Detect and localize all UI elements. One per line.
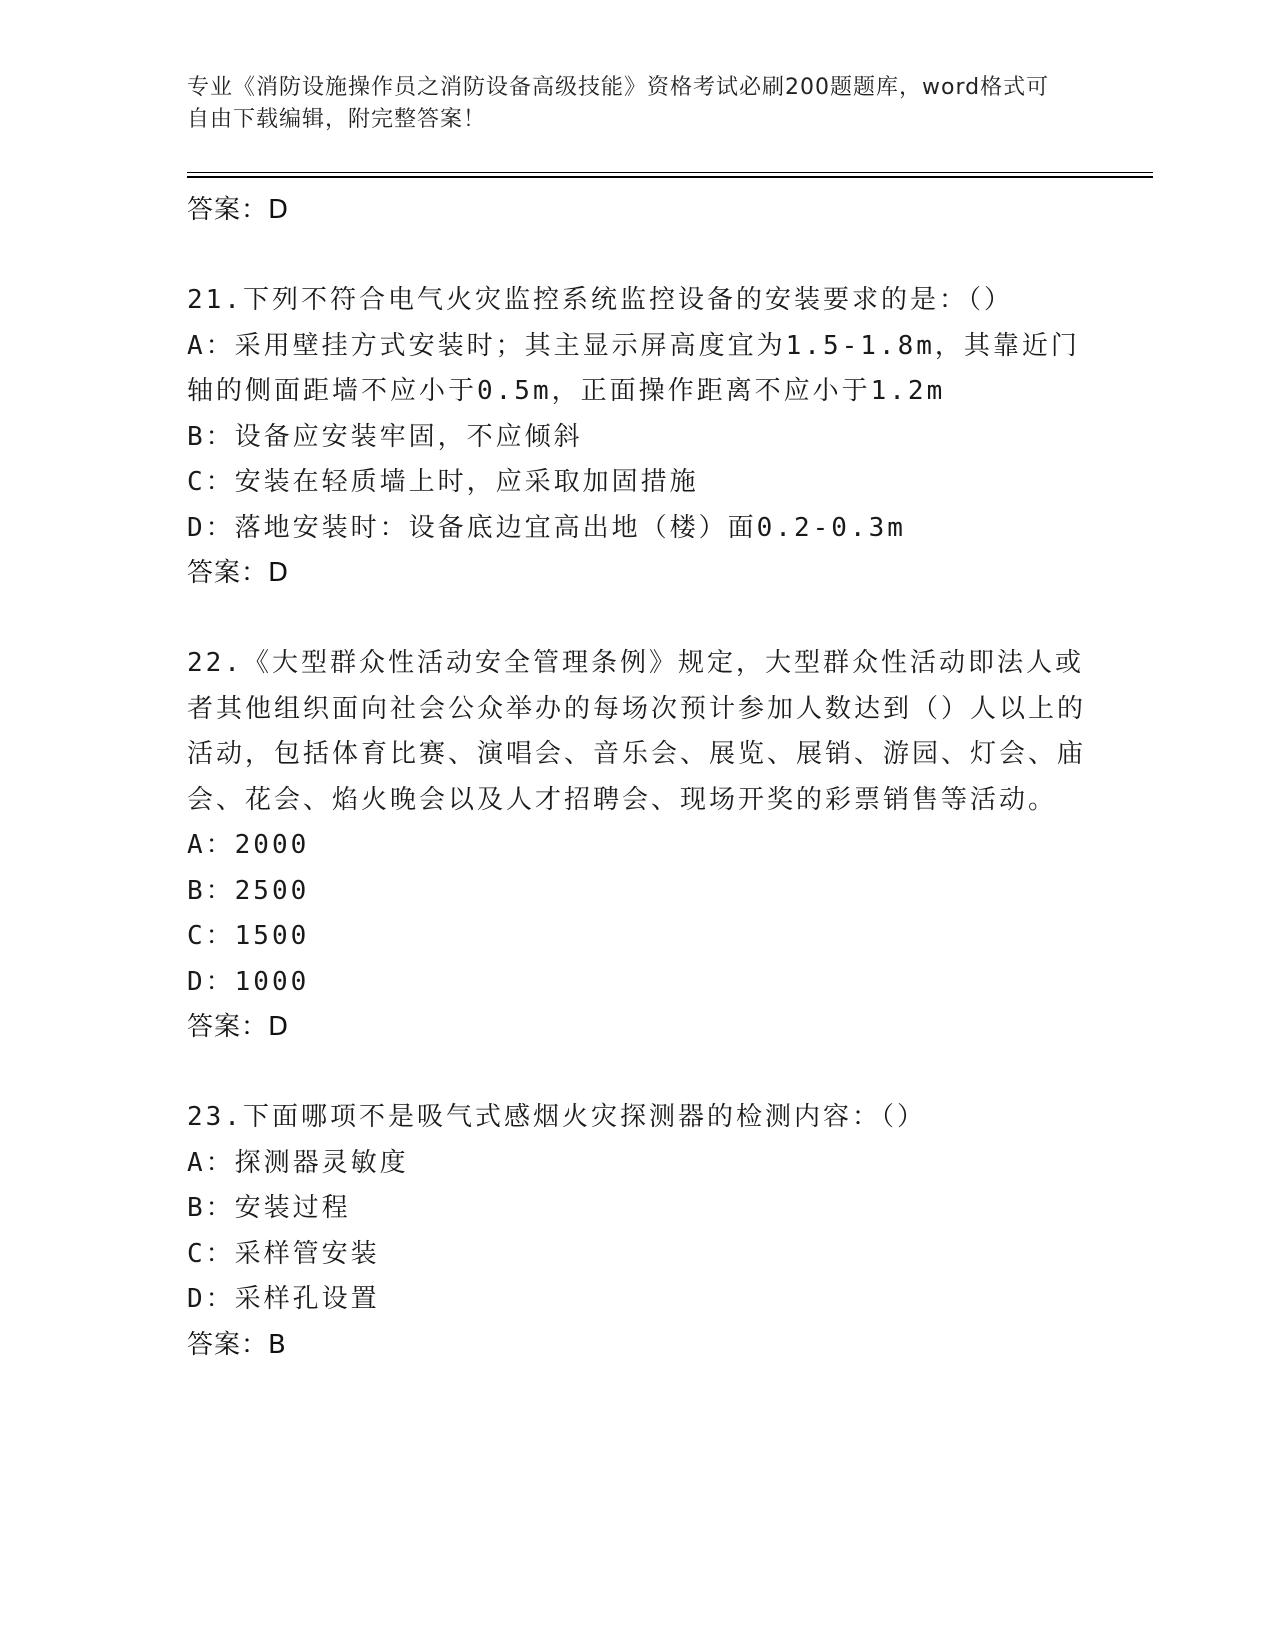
option-text: 安装在轻质墙上时，应采取加固措施: [234, 467, 699, 497]
answer-prefix: 答案：: [187, 1329, 269, 1360]
question-number: 22.: [187, 648, 243, 678]
option-text: 采用壁挂方式安装时；其主显示屏高度宜为1.5-1.8m，其靠近门轴的侧面距墙不应小于0.5m，正面操作距离不应小于1.2m: [187, 330, 1080, 406]
option-d: [187, 960, 1087, 1006]
option-key: A：: [187, 1147, 235, 1178]
page-header: 专业《消防设施操作员之消防设备高级技能》资格考试必刷200题题库，word格式可自由下载编辑，附完整答案！: [187, 75, 1050, 132]
option-key: D：: [187, 512, 235, 543]
option-text: 1500: [234, 921, 310, 951]
answer-line: [187, 1005, 1087, 1050]
option-key: C：: [187, 467, 235, 497]
answer-value: B: [268, 1329, 287, 1360]
question-text: 《大型群众性活动安全管理条例》规定，大型群众性活动即法人或者其他组织面向社会公众举办的每场次预计参加人数达到（）人以上的活动，包括体育比赛、演唱会、音乐会、展览、展销、游园、灯会、庙会、花会、焰火晚会以及人才招聘会、现场开奖的彩票销售等活动。: [187, 648, 1087, 815]
option-a: [187, 1141, 1087, 1187]
option-a: [187, 324, 1087, 415]
option-key: D：: [187, 966, 235, 997]
option-key: B：: [187, 421, 235, 452]
answer-value: D: [268, 558, 290, 588]
question-list: [187, 188, 1087, 1368]
answer-line: [187, 188, 1087, 233]
option-key: C：: [187, 921, 235, 951]
option-a: [187, 823, 1087, 869]
answer-prefix: 答案：: [187, 1012, 269, 1042]
header-rule-thick: [187, 176, 1153, 178]
question-stem: [187, 278, 1087, 324]
option-b: [187, 869, 1087, 915]
option-key: C：: [187, 1238, 235, 1269]
answer-value: D: [268, 195, 290, 225]
option-c: [187, 1232, 1087, 1278]
answer-line: [187, 1323, 1087, 1368]
option-text: 2000: [234, 830, 310, 860]
answer-prefix: 答案：: [187, 558, 269, 588]
option-text: 探测器灵敏度: [234, 1147, 409, 1178]
option-key: B：: [187, 1193, 235, 1223]
option-d: [187, 506, 1087, 552]
option-text: 落地安装时：设备底边宜高出地（楼）面0.2-0.3m: [234, 512, 906, 543]
header-rule-thin: [187, 172, 1153, 173]
option-b: [187, 415, 1087, 461]
option-key: B：: [187, 875, 235, 906]
question-text: 下列不符合电气火灾监控系统监控设备的安装要求的是：（）: [242, 285, 1013, 315]
option-text: 采样孔设置: [234, 1284, 380, 1314]
option-c: [187, 460, 1087, 506]
question-number: 23.: [187, 1102, 243, 1132]
option-key: A：: [187, 330, 235, 361]
question-22: [187, 641, 1087, 1050]
question-text: 下面哪项不是吸气式感烟火灾探测器的检测内容：（）: [242, 1102, 926, 1132]
question-21: [187, 278, 1087, 596]
answer-prefix: 答案：: [187, 195, 269, 225]
question-23: [187, 1095, 1087, 1368]
option-text: 2500: [234, 875, 310, 906]
question-stem: [187, 641, 1087, 823]
answer-value: D: [268, 1012, 290, 1042]
option-key: D：: [187, 1284, 235, 1314]
option-text: 采样管安装: [234, 1238, 380, 1269]
question-stem: [187, 1095, 1087, 1141]
option-key: A：: [187, 830, 235, 860]
option-text: 安装过程: [234, 1193, 351, 1223]
option-c: [187, 914, 1087, 960]
option-text: 设备应安装牢固，不应倾斜: [234, 421, 583, 452]
answer-line: [187, 551, 1087, 596]
option-text: 1000: [234, 966, 310, 997]
option-b: [187, 1186, 1087, 1232]
question-number: 21.: [187, 285, 243, 315]
option-d: [187, 1277, 1087, 1323]
